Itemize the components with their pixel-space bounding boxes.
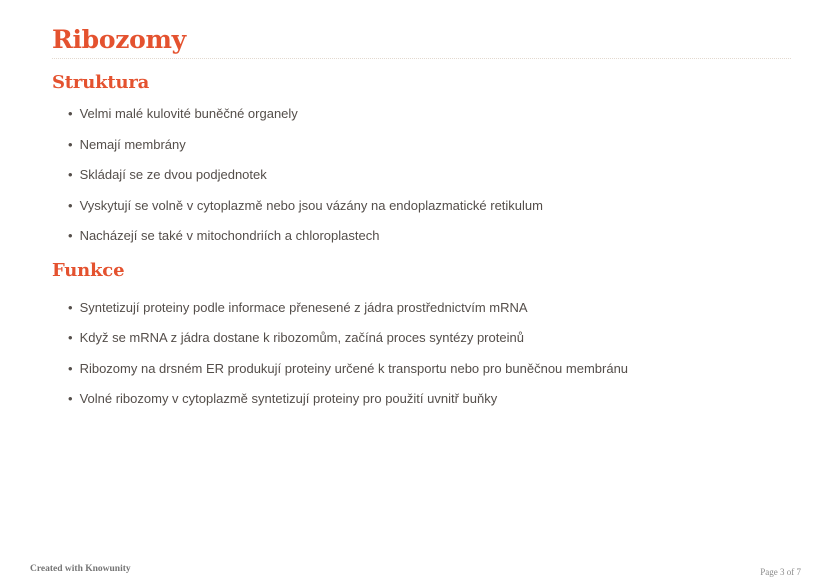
bullet-text: Když se mRNA z jádra dostane k ribozomům, začíná proces syntézy proteinů — [79, 330, 524, 345]
bullet-icon: • — [68, 167, 73, 182]
bullet-icon: • — [68, 197, 73, 213]
list-item — [68, 160, 808, 191]
page-title: Ribozomy — [52, 25, 186, 54]
title-divider — [52, 58, 791, 59]
section-funkce — [0, 260, 828, 415]
list-item — [68, 354, 808, 385]
list-item — [68, 323, 808, 354]
list-item — [68, 384, 808, 415]
list-item — [68, 130, 808, 161]
bullet-text: Syntetizují proteiny podle informace přenesené z jádra prostřednictvím mRNA — [79, 299, 528, 315]
bullet-text: Ribozomy na drsném ER produkují proteiny určené k transportu nebo pro buněčnou membránu — [79, 360, 629, 376]
bullet-list-funkce — [68, 293, 808, 415]
bullet-text: Nemají membrány — [79, 136, 186, 152]
bullet-text: Velmi malé kulovité buněčné organely — [79, 106, 298, 121]
bullet-icon: • — [68, 391, 73, 406]
section-heading-funkce: Funkce — [52, 259, 125, 281]
list-item — [68, 99, 808, 130]
bullet-icon: • — [68, 299, 73, 315]
bullet-list-struktura — [68, 99, 808, 252]
bullet-text: Skládají se ze dvou podjednotek — [79, 167, 267, 182]
bullet-text: Volné ribozomy v cytoplazmě syntetizují proteiny pro použití uvnitř buňky — [79, 391, 498, 406]
bullet-text: Nacházejí se také v mitochondriích a chloroplastech — [79, 228, 380, 243]
bullet-icon: • — [68, 360, 73, 376]
section-heading-struktura: Struktura — [52, 72, 150, 93]
watermark: Created with Knowunity — [30, 564, 131, 574]
list-item — [68, 221, 808, 252]
bullet-text: Vyskytují se volně v cytoplazmě nebo jsou vázány na endoplazmatické retikulum — [79, 197, 543, 213]
page-number: Page 3 of 7 — [760, 567, 801, 577]
bullet-icon: • — [68, 136, 73, 152]
bullet-icon: • — [68, 106, 73, 121]
list-item — [68, 191, 808, 222]
bullet-icon: • — [68, 228, 73, 243]
bullet-icon: • — [68, 330, 73, 345]
section-struktura — [0, 72, 828, 252]
list-item — [68, 293, 808, 324]
